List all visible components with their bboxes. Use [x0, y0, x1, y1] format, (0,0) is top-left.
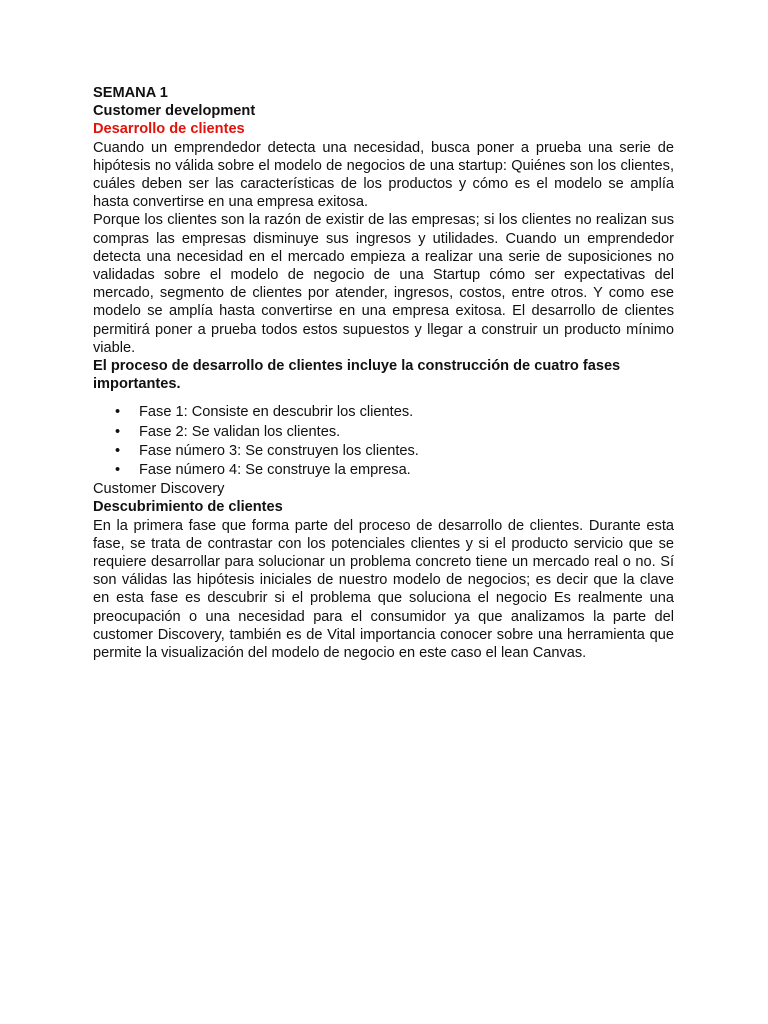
list-item [93, 423, 674, 442]
list-item [93, 403, 674, 422]
bullet-icon: • [115, 404, 121, 421]
phase-text: Fase 1: Consiste en descubrir los clientes. [139, 404, 414, 421]
phase-text: Fase 2: Se validan los clientes. [139, 423, 341, 440]
desarrollo-de-clientes-heading: Desarrollo de clientes [93, 121, 245, 138]
bullet-icon: • [115, 462, 121, 479]
process-heading: El proceso de desarrollo de clientes incluye la construcción de cuatro fases importantes. [93, 358, 621, 393]
phase-text: Fase número 3: Se construyen los clientes. [139, 442, 419, 459]
phase-text: Fase número 4: Se construye la empresa. [139, 462, 411, 479]
phases-list [93, 403, 674, 480]
clients-paragraph: Porque los clientes son la razón de existir de las empresas; si los clientes no realizan sus compras las empresas disminuye sus ingresos y utilidades. Cuando un emprendedor detecta una necesidad en el mercado empieza a realizar una serie de suposiciones no validadas sobre el modelo de negocio de una Startup cómo ser expectativas del mercado, segmento de clientes por atender, ingresos, costos, entre otros. Y como ese modelo se amplía hasta convertirse en una empresa exitosa. El desarrollo de clientes permitirá poner a prueba todos estos supuestos y llegar a construir un producto mínimo viable. [93, 212, 674, 356]
discovery-paragraph: En la primera fase que forma parte del proceso de desarrollo de clientes. Durante esta fase, se trata de contrastar con los potenciales clientes y si el producto servicio que se requiere desarrollar para solucionar un problema concreto tiene un mercado real o no. Sí son válidas las hipótesis iniciales de nuestro modelo de negocios; es decir que la clave en esta fase es descubrir si el problema que soluciona el negocio Es realmente una preocupación o una necesidad para el consumidor ya que analizamos la parte del customer Discovery, también es de Vital importancia conocer sobre una herramienta que permite la visualización del modelo de negocio en este caso el lean Canvas. [93, 517, 674, 662]
bullet-icon: • [115, 442, 121, 459]
document-page [93, 84, 674, 662]
customer-development-heading: Customer development [93, 103, 256, 120]
list-item [93, 461, 674, 480]
customer-discovery-label: Customer Discovery [93, 481, 225, 498]
week-heading: SEMANA 1 [93, 85, 168, 101]
bullet-icon: • [115, 423, 121, 440]
intro-paragraph: Cuando un emprendedor detecta una necesidad, busca poner a prueba una serie de hipótesis no válida sobre el modelo de negocios de una startup: Quiénes son los clientes, cuáles deben ser las características de los productos y cómo es el modelo se amplía hasta convertirse en una empresa exitosa. [93, 139, 674, 211]
descubrimiento-heading: Descubrimiento de clientes [93, 499, 283, 516]
list-item [93, 442, 674, 461]
